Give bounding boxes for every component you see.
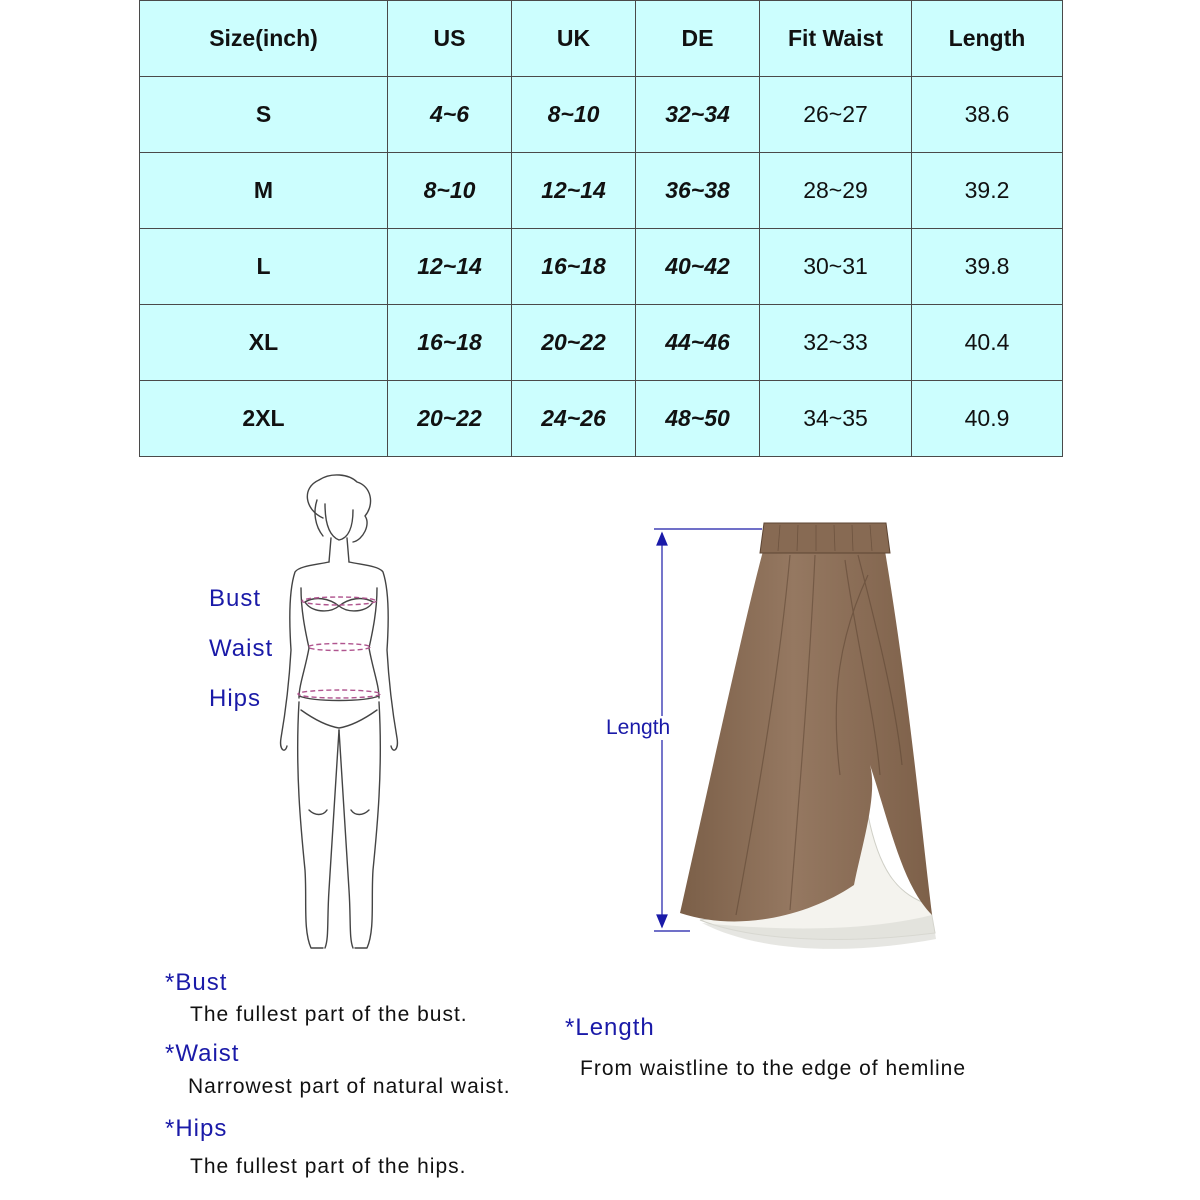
body-figure-illustration: [245, 470, 425, 960]
table-row: [140, 305, 1063, 381]
note-waist-text: Narrowest part of natural waist.: [188, 1075, 511, 1098]
cell-us: 4~6: [388, 77, 512, 153]
cell-de: 32~34: [636, 77, 760, 153]
size-chart-table: [139, 0, 1063, 457]
cell-length: 38.6: [912, 77, 1063, 153]
cell-fit-waist: 28~29: [760, 153, 912, 229]
cell-size: 2XL: [140, 381, 388, 457]
cell-length: 40.4: [912, 305, 1063, 381]
label-bust: Bust: [209, 585, 262, 612]
label-hips: Hips: [209, 685, 262, 712]
cell-de: 36~38: [636, 153, 760, 229]
skirt-illustration: [640, 515, 970, 955]
note-waist-title: *Waist: [165, 1040, 240, 1067]
cell-de: 48~50: [636, 381, 760, 457]
cell-uk: 8~10: [512, 77, 636, 153]
note-bust-text: The fullest part of the bust.: [190, 1003, 468, 1026]
cell-size: S: [140, 77, 388, 153]
cell-uk: 12~14: [512, 153, 636, 229]
label-length: Length: [606, 716, 671, 739]
note-hips-text: The fullest part of the hips.: [190, 1155, 467, 1178]
header-length: Length: [912, 1, 1063, 77]
cell-size: L: [140, 229, 388, 305]
cell-de: 44~46: [636, 305, 760, 381]
cell-fit-waist: 34~35: [760, 381, 912, 457]
cell-size: XL: [140, 305, 388, 381]
note-hips-title: *Hips: [165, 1115, 228, 1142]
cell-us: 20~22: [388, 381, 512, 457]
header-us: US: [388, 1, 512, 77]
cell-uk: 24~26: [512, 381, 636, 457]
table-header-row: [140, 1, 1063, 77]
cell-us: 8~10: [388, 153, 512, 229]
cell-uk: 16~18: [512, 229, 636, 305]
table-row: [140, 77, 1063, 153]
header-size: Size(inch): [140, 1, 388, 77]
header-fit-waist: Fit Waist: [760, 1, 912, 77]
label-waist: Waist: [209, 635, 274, 662]
header-de: DE: [636, 1, 760, 77]
cell-fit-waist: 26~27: [760, 77, 912, 153]
cell-size: M: [140, 153, 388, 229]
table-row: [140, 229, 1063, 305]
cell-fit-waist: 30~31: [760, 229, 912, 305]
cell-length: 40.9: [912, 381, 1063, 457]
cell-length: 39.8: [912, 229, 1063, 305]
note-length-text: From waistline to the edge of hemline: [580, 1057, 967, 1080]
cell-us: 16~18: [388, 305, 512, 381]
cell-uk: 20~22: [512, 305, 636, 381]
table-row: [140, 153, 1063, 229]
note-length-title: *Length: [565, 1014, 655, 1041]
cell-de: 40~42: [636, 229, 760, 305]
note-bust-title: *Bust: [165, 969, 228, 996]
cell-fit-waist: 32~33: [760, 305, 912, 381]
header-uk: UK: [512, 1, 636, 77]
cell-us: 12~14: [388, 229, 512, 305]
table-row: [140, 381, 1063, 457]
cell-length: 39.2: [912, 153, 1063, 229]
